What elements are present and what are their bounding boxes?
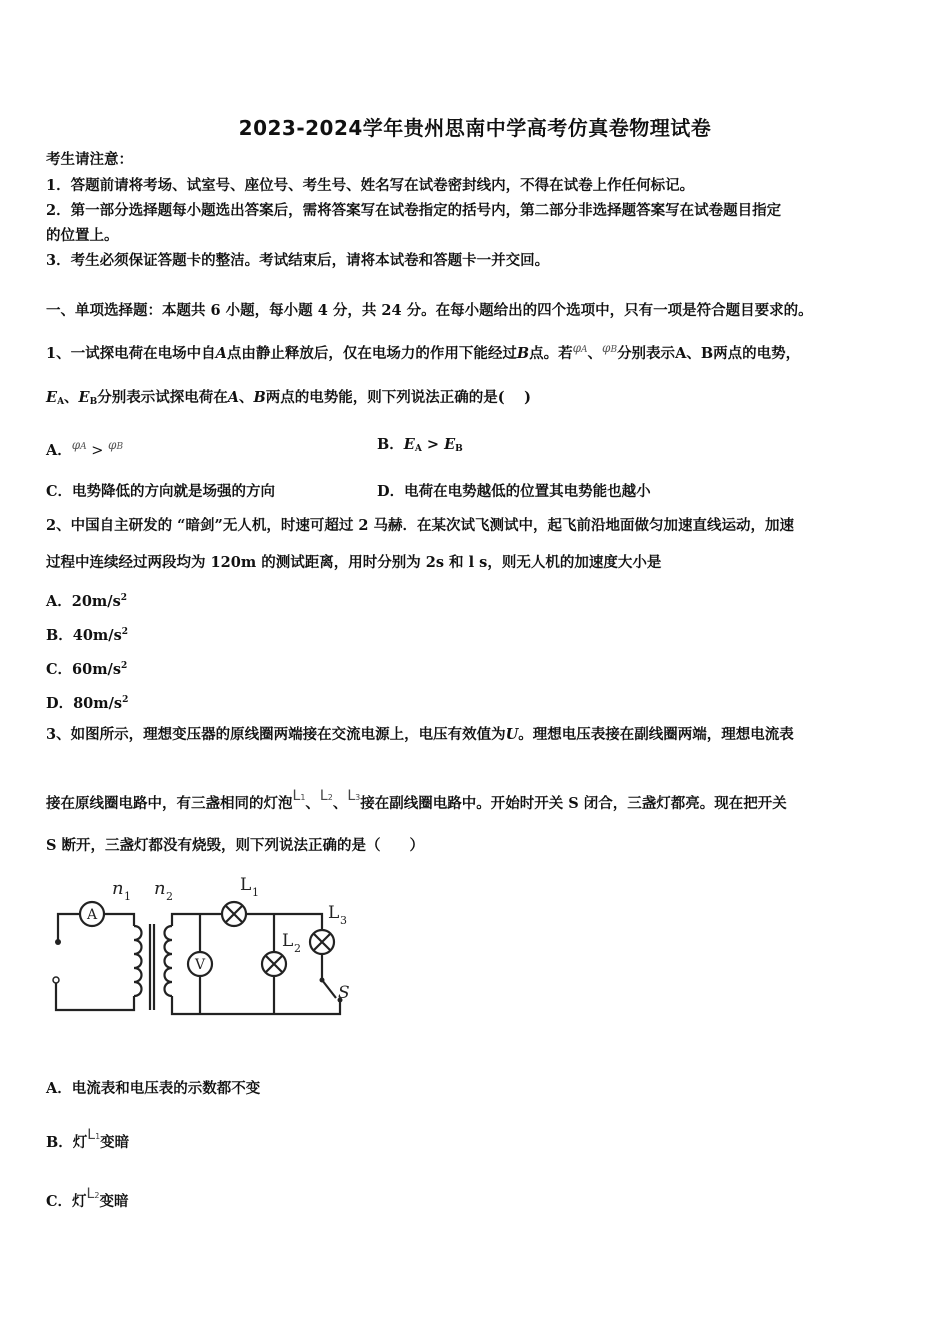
q3-stem-line2: 接在原线圈电路中，有三盏相同的灯泡L1、L2、L3接在副线圈电路中。开始时开关 S 闭合，三盏灯都亮。现在把开关: [46, 788, 787, 812]
q2-option-c[interactable]: C．$60m/s^2$: [46, 661, 128, 678]
switch-icon: [322, 980, 336, 998]
notice-item: 3．考生必须保证答题卡的整洁。考试结束后，请将本试卷和答题卡一并交回。: [46, 252, 550, 269]
q3-stem-line1: 3、如图所示，理想变压器的原线圈两端接在交流电源上，电压有效值为U。理想电压表接在副线圈两端，理想电流表: [46, 726, 794, 743]
circuit-diagram: [44, 874, 364, 1024]
svg-text:L: L: [240, 875, 252, 895]
q3-stem-line3: S 断开，三盏灯都没有烧毁，则下列说法正确的是（ ）: [46, 837, 425, 854]
q3-option-c[interactable]: C．灯L2变暗: [46, 1186, 129, 1210]
lamp-l3-symbol: L3: [347, 788, 361, 804]
svg-text:S: S: [338, 983, 350, 1003]
svg-text:1: 1: [124, 890, 131, 903]
notice-item: 1．答题前请将考场、试室号、座位号、考生号、姓名写在试卷密封线内，不得在试卷上作任何标记。: [46, 177, 695, 194]
section-heading: 一、单项选择题：本题共 6 小题，每小题 4 分，共 24 分。在每小题给出的四个选项中，只有一项是符合题目要求的。: [46, 302, 813, 319]
ammeter-label: A: [86, 907, 98, 923]
svg-text:L: L: [282, 931, 294, 951]
svg-text:2: 2: [166, 890, 173, 903]
q2-option-d[interactable]: D．$80m/s^2$: [46, 695, 129, 712]
q3-option-a[interactable]: A．电流表和电压表的示数都不变: [46, 1080, 261, 1097]
phi-b-symbol: φB: [602, 341, 618, 355]
svg-text:n: n: [112, 878, 124, 899]
q1-stem-line2: $E_A$、$E_B$分别表示试探电荷在A、B两点的电势能，则下列说法正确的是( ): [46, 389, 532, 407]
q3-option-b[interactable]: B．灯L1变暗: [46, 1127, 130, 1151]
q2-stem-line2: 过程中连续经过两段均为 120m 的测试距离，用时分别为 2s 和 l s，则无人机的加速度大小是: [46, 554, 662, 571]
q1-option-c[interactable]: C．电势降低的方向就是场强的方向: [46, 483, 276, 500]
page-title: 2023-2024学年贵州思南中学高考仿真卷物理试卷: [238, 116, 712, 140]
lamp-l1-symbol: L1: [292, 788, 306, 804]
notice-item: 2．第一部分选择题每小题选出答案后，需将答案写在试卷指定的括号内，第二部分非选择题答案写在试卷题目指定: [46, 202, 782, 219]
svg-text:3: 3: [340, 914, 347, 927]
q1-option-d[interactable]: D．电荷在电势越低的位置其电势能也越小: [377, 483, 651, 500]
svg-text:2: 2: [294, 942, 301, 955]
svg-text:1: 1: [252, 886, 259, 899]
q2-option-a[interactable]: A．$20m/s^2$: [46, 593, 127, 610]
svg-text:L: L: [328, 903, 340, 923]
svg-text:n: n: [154, 878, 166, 899]
q1-stem-line1: 1、一试探电荷在电场中自A点由静止释放后，仅在电场力的作用下能经过B点。若$^{\varphi A}$、$^{\varphi B}$分别表示A、B两点的电势，: [46, 341, 801, 362]
q1-option-a[interactable]: A．$^{\varphi A}$ > $^{\varphi B}$: [46, 438, 124, 459]
q2-stem-line1: 2、中国自主研发的 “暗剑”无人机，时速可超过 2 马赫．在某次试飞测试中，起飞前沿地面做匀加速直线运动，加速: [46, 517, 794, 534]
phi-a-symbol: φA: [572, 341, 588, 355]
notice-heading: 考生请注意：: [46, 151, 133, 168]
voltmeter-label: V: [194, 957, 206, 973]
lamp-l2-symbol: L2: [319, 788, 333, 804]
notice-item: 的位置上。: [46, 227, 119, 244]
q1-option-b[interactable]: B．$E_A > E_B$: [377, 436, 463, 454]
q2-option-b[interactable]: B．$40m/s^2$: [46, 627, 129, 644]
